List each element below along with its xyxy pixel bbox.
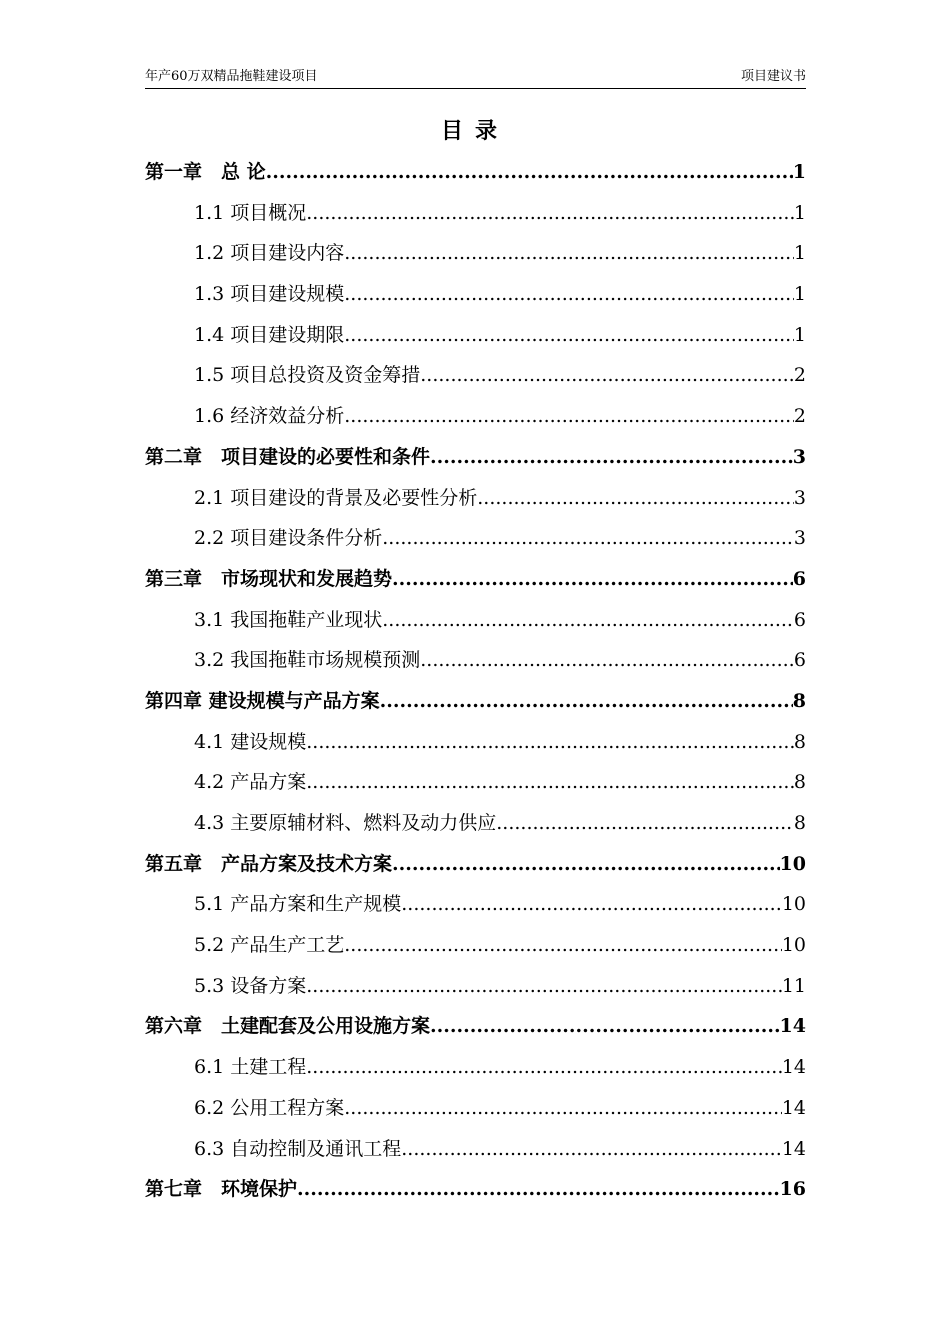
- toc-page-number: 10: [779, 852, 806, 875]
- toc-section-entry[interactable]: [145, 1129, 806, 1170]
- toc-section-entry[interactable]: [145, 762, 806, 803]
- toc-page-number: 1: [793, 323, 806, 346]
- table-of-contents: [145, 152, 806, 1210]
- toc-entry-label: 2.2 项目建设条件分析: [194, 527, 383, 550]
- toc-section-entry[interactable]: [145, 722, 806, 763]
- toc-dot-leader: [266, 152, 793, 193]
- header-document-type: 项目建议书: [740, 69, 806, 84]
- toc-page-number: 2: [793, 364, 806, 387]
- toc-page-number: 1: [792, 161, 806, 183]
- toc-dot-leader: [420, 355, 794, 396]
- toc-page-number: 6: [792, 567, 806, 590]
- toc-entry-label: 6.1 土建工程: [194, 1056, 307, 1079]
- toc-dot-leader: [297, 1169, 780, 1210]
- toc-section-entry[interactable]: [145, 640, 806, 681]
- toc-dot-leader: [380, 681, 793, 722]
- toc-page-number: 8: [793, 812, 806, 834]
- toc-entry-label: 6.2 公用工程方案: [194, 1096, 345, 1119]
- toc-page-number: 1: [793, 201, 806, 224]
- toc-page-number: 8: [793, 730, 806, 753]
- toc-page-number: 10: [781, 893, 806, 916]
- toc-page-number: 14: [781, 1056, 806, 1079]
- toc-entry-label: 5.2 产品生产工艺: [194, 934, 345, 957]
- toc-dot-leader: [392, 559, 793, 600]
- toc-dot-leader: [344, 233, 794, 274]
- toc-dot-leader: [430, 437, 793, 478]
- toc-entry-label: 5.1 产品方案和生产规模: [194, 893, 402, 916]
- toc-page-number: 1: [793, 283, 806, 306]
- toc-section-entry[interactable]: [145, 193, 806, 234]
- toc-dot-leader: [344, 1088, 782, 1129]
- toc-section-entry[interactable]: [145, 518, 806, 559]
- toc-page-number: 6: [793, 649, 806, 672]
- toc-dot-leader: [344, 925, 782, 966]
- toc-page-number: 16: [779, 1178, 806, 1201]
- toc-chapter-entry[interactable]: [145, 681, 806, 722]
- toc-page-number: 2: [793, 405, 806, 428]
- toc-dot-leader: [344, 315, 794, 356]
- toc-dot-leader: [306, 1047, 782, 1088]
- toc-section-entry[interactable]: [145, 233, 806, 274]
- toc-page-number: 3: [792, 445, 806, 468]
- toc-dot-leader: [401, 884, 782, 925]
- toc-entry-label: 第六章 土建配套及公用设施方案: [145, 1015, 431, 1038]
- toc-dot-leader: [306, 966, 782, 1007]
- toc-dot-leader: [401, 1129, 782, 1170]
- toc-dot-leader: [496, 803, 794, 844]
- toc-dot-leader: [306, 722, 794, 763]
- toc-entry-label: 第七章 环境保护: [145, 1178, 298, 1201]
- toc-dot-leader: [306, 193, 794, 234]
- toc-page-number: 14: [781, 1137, 806, 1160]
- toc-entry-label: 3.1 我国拖鞋产业现状: [194, 608, 383, 631]
- toc-entry-label: 1.6 经济效益分析: [194, 405, 345, 428]
- toc-section-entry[interactable]: [145, 600, 806, 641]
- toc-dot-leader: [430, 1006, 780, 1047]
- toc-dot-leader: [306, 762, 794, 803]
- toc-section-entry[interactable]: [145, 803, 806, 844]
- toc-page-number: 1: [793, 242, 806, 265]
- toc-entry-label: 1.5 项目总投资及资金筹措: [194, 364, 421, 387]
- toc-page-number: 3: [793, 527, 806, 550]
- toc-dot-leader: [344, 274, 794, 315]
- toc-page-number: 3: [793, 486, 806, 509]
- toc-dot-leader: [382, 518, 794, 559]
- toc-chapter-entry[interactable]: [145, 1169, 806, 1210]
- toc-dot-leader: [382, 600, 794, 641]
- toc-chapter-entry[interactable]: [145, 437, 806, 478]
- toc-page-number: 14: [779, 1015, 806, 1038]
- toc-entry-label: 第五章 产品方案及技术方案: [145, 852, 393, 875]
- header-project-title: 年产60万双精品拖鞋建设项目: [145, 69, 318, 84]
- toc-page-number: 10: [781, 934, 806, 957]
- toc-dot-leader: [420, 640, 794, 681]
- toc-page-number: 8: [792, 689, 806, 712]
- toc-entry-label: 5.3 设备方案: [194, 974, 307, 997]
- toc-entry-label: 6.3 自动控制及通讯工程: [194, 1137, 402, 1160]
- toc-section-entry[interactable]: [145, 925, 806, 966]
- toc-entry-label: 3.2 我国拖鞋市场规模预测: [194, 649, 421, 672]
- toc-page-number: 6: [793, 608, 806, 631]
- toc-title: 目录: [440, 118, 509, 144]
- toc-section-entry[interactable]: [145, 478, 806, 519]
- toc-chapter-entry[interactable]: [145, 844, 806, 885]
- toc-dot-leader: [477, 478, 794, 519]
- toc-page-number: 11: [781, 974, 806, 997]
- toc-dot-leader: [392, 844, 780, 885]
- toc-chapter-entry[interactable]: [145, 559, 806, 600]
- page-header: [145, 66, 806, 89]
- toc-section-entry[interactable]: [145, 1088, 806, 1129]
- toc-entry-label: 1.4 项目建设期限: [194, 323, 345, 346]
- toc-entry-label: 第三章 市场现状和发展趋势: [145, 567, 393, 590]
- toc-entry-label: 4.1 建设规模: [194, 730, 307, 753]
- toc-page-number: 14: [781, 1096, 806, 1119]
- toc-entry-label: 1.2 项目建设内容: [194, 242, 345, 265]
- toc-entry-label: 第四章 建设规模与产品方案: [145, 689, 380, 712]
- toc-entry-label: 4.3 主要原辅材料、燃料及动力供应: [194, 812, 497, 834]
- toc-section-entry[interactable]: [145, 355, 806, 396]
- toc-section-entry[interactable]: [145, 315, 806, 356]
- toc-entry-label: 第一章 总 论: [145, 161, 266, 183]
- toc-entry-label: 第二章 项目建设的必要性和条件: [145, 445, 431, 468]
- toc-entry-label: 1.3 项目建设规模: [194, 283, 345, 306]
- toc-dot-leader: [344, 396, 794, 437]
- toc-page-number: 8: [793, 771, 806, 794]
- toc-section-entry[interactable]: [145, 396, 806, 437]
- toc-chapter-entry[interactable]: [145, 152, 806, 193]
- toc-section-entry[interactable]: [145, 1047, 806, 1088]
- toc-entry-label: 2.1 项目建设的背景及必要性分析: [194, 486, 478, 509]
- toc-chapter-entry[interactable]: [145, 1006, 806, 1047]
- toc-entry-label: 4.2 产品方案: [194, 771, 307, 794]
- toc-section-entry[interactable]: [145, 966, 806, 1007]
- toc-entry-label: 1.1 项目概况: [194, 201, 307, 224]
- toc-section-entry[interactable]: [145, 884, 806, 925]
- toc-section-entry[interactable]: [145, 274, 806, 315]
